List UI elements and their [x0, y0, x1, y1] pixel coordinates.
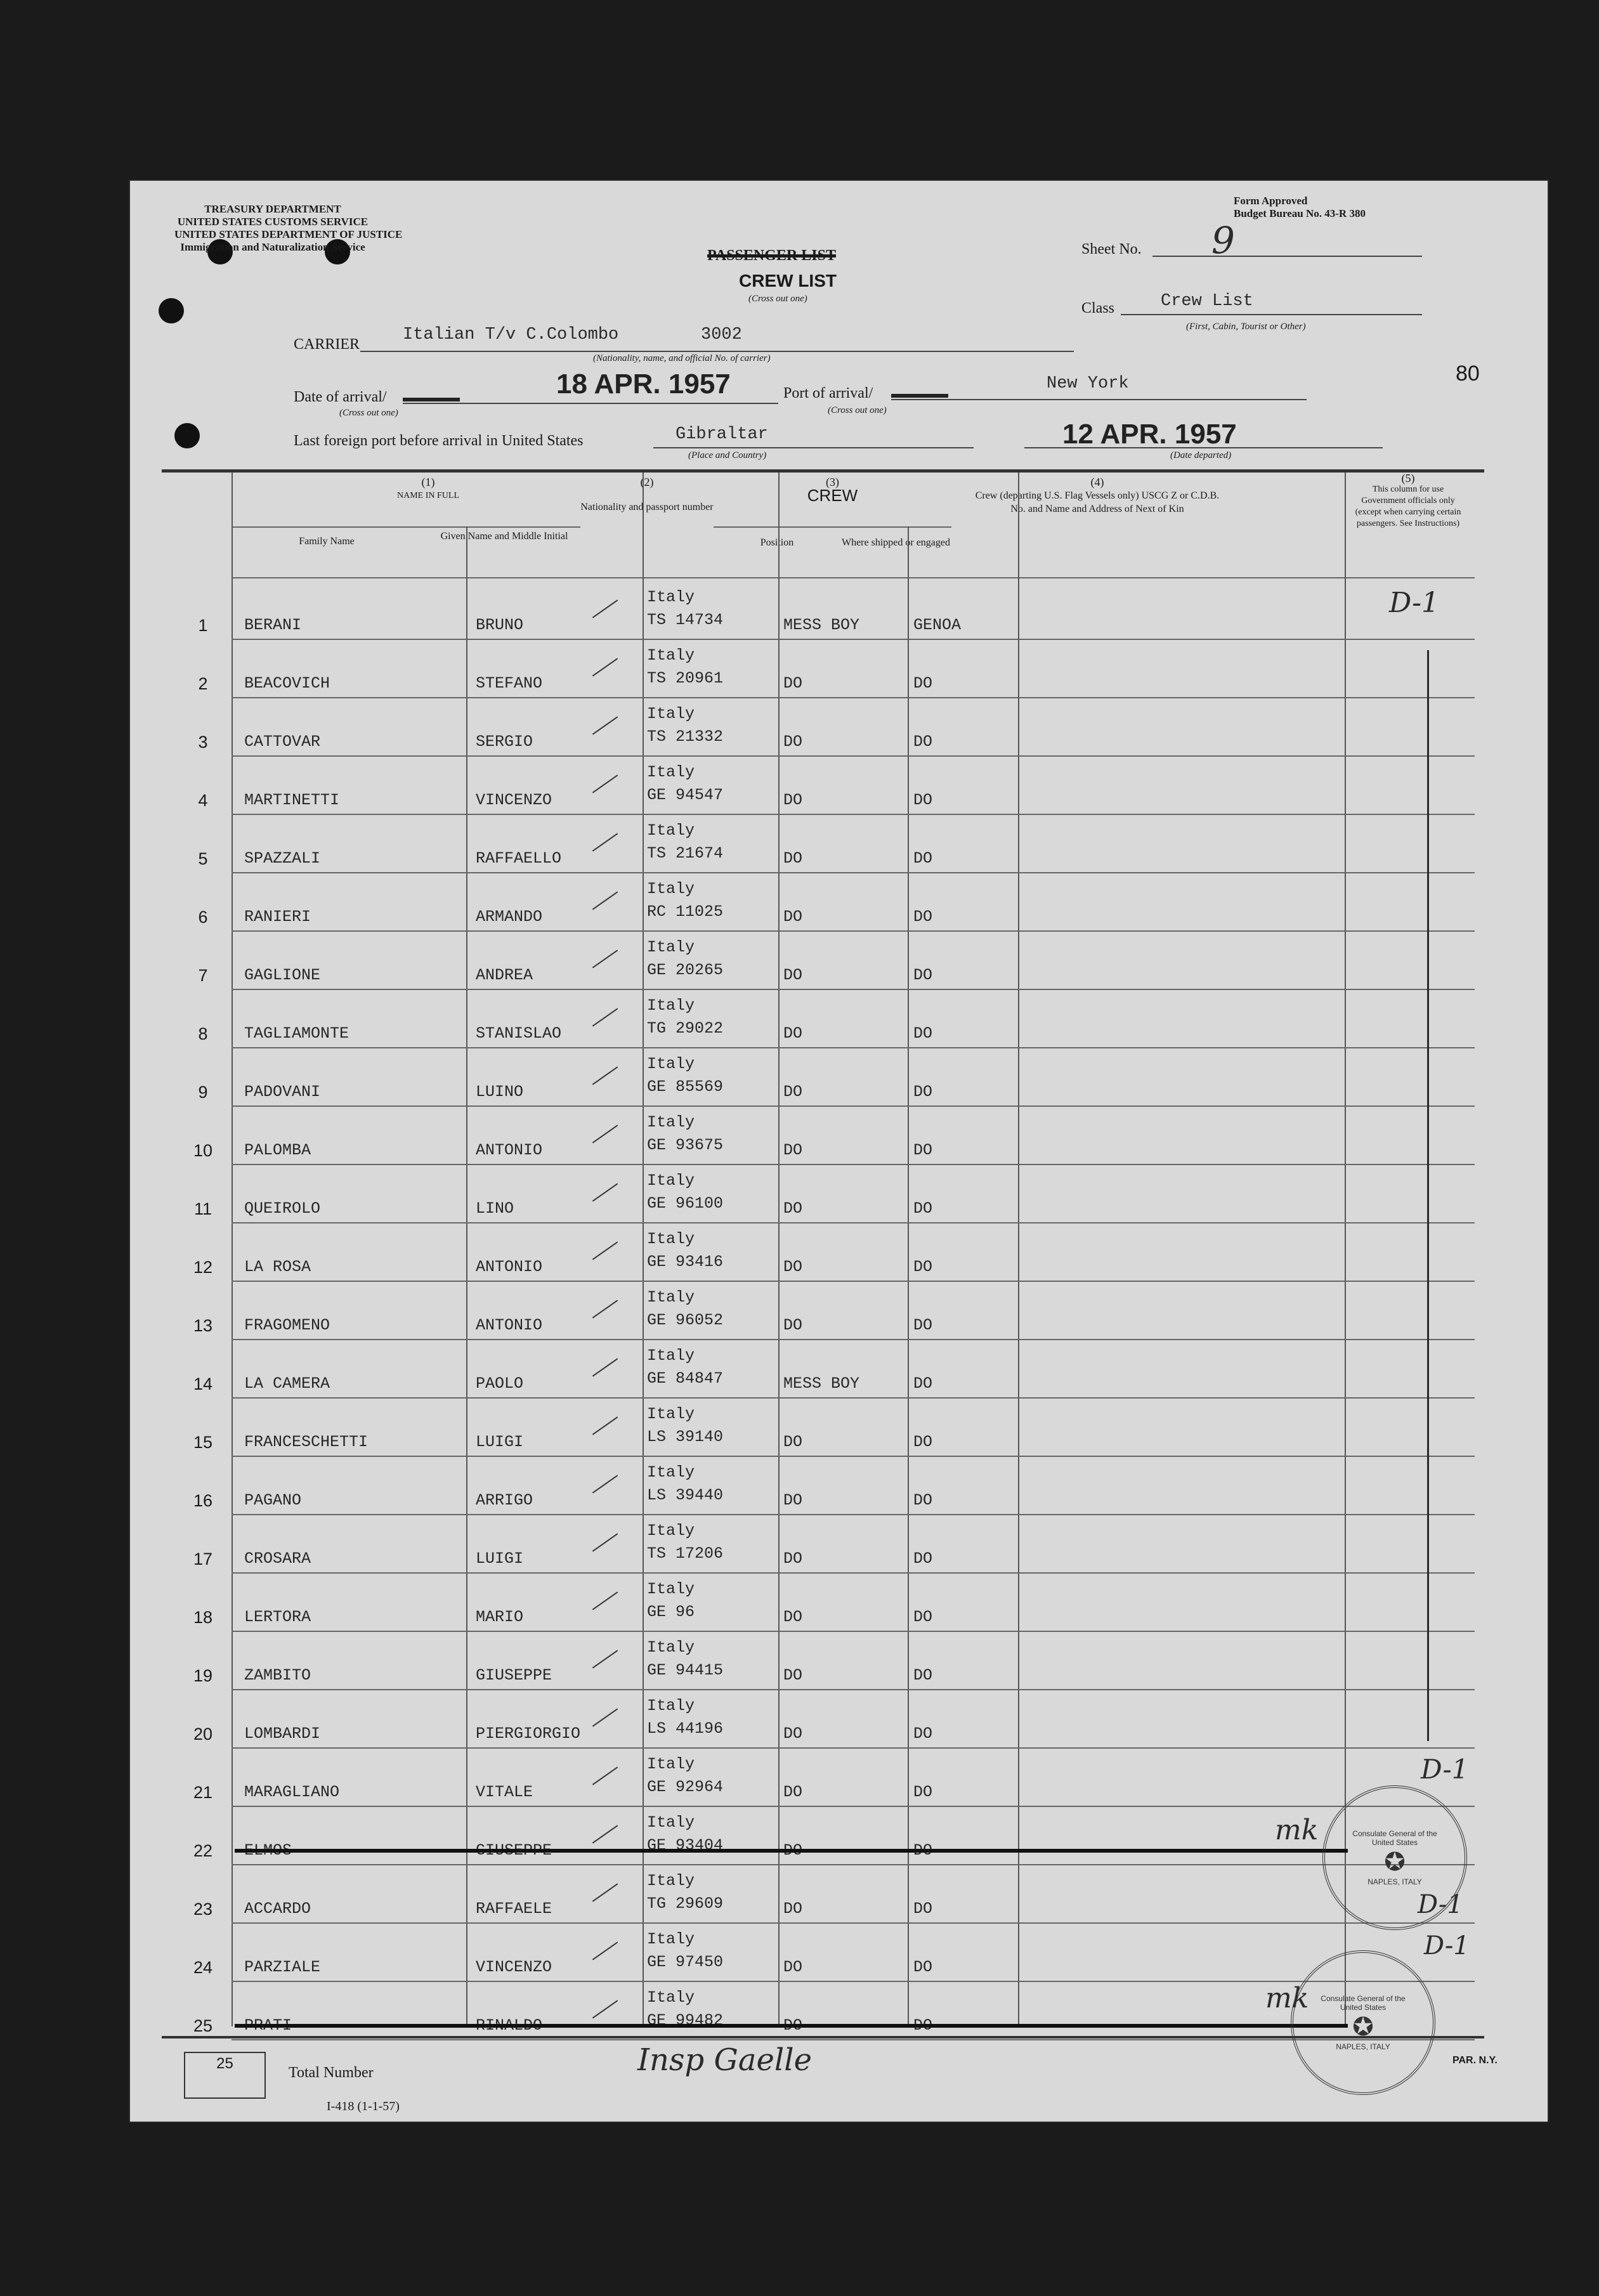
check-mark [592, 1708, 618, 1726]
nationality: Italy [647, 1638, 695, 1657]
arrival-date-hint: (Cross out one) [339, 408, 398, 418]
family-name: MARAGLIANO [244, 1783, 340, 1801]
sheet-number: 9 [1211, 219, 1235, 262]
row-number: 14 [193, 1374, 213, 1393]
table-row [130, 1631, 1529, 1689]
position: DO [783, 966, 803, 984]
given-name: LUIGI [476, 1433, 524, 1451]
col3a-header: Position [760, 537, 794, 548]
where-shipped: DO [913, 1958, 933, 1976]
family-name: PADOVANI [244, 1083, 321, 1101]
col1a-header: Family Name [299, 536, 355, 547]
check-mark [592, 1883, 618, 1901]
table-row [130, 1864, 1529, 1922]
position: DO [783, 1491, 803, 1510]
carrier-line [360, 351, 1074, 352]
passport-number: GE 99482 [647, 2011, 724, 2030]
where-shipped: GENOA [913, 616, 962, 634]
passport-number: TS 14734 [647, 611, 724, 629]
where-shipped: DO [913, 1083, 933, 1101]
given-name: MARIO [476, 1608, 524, 1626]
official-mark-top: D-1 [1389, 587, 1439, 619]
passport-number: GE 93675 [647, 1136, 724, 1154]
col4-header: (4) Crew (departing U.S. Flag Vessels only) USCG Z or C.D.B. No. and Name and Address of Next of Kin [975, 476, 1220, 514]
table-row [130, 989, 1529, 1047]
position: DO [783, 1900, 803, 1918]
col1b-header: Given Name and Middle Initial [440, 531, 568, 542]
passport-number: GE 85569 [647, 1078, 724, 1096]
where-shipped: DO [913, 1199, 933, 1218]
given-name: ARMANDO [476, 908, 543, 926]
family-name: ELMOS [244, 1841, 292, 1860]
nationality: Italy [647, 938, 695, 956]
passport-number: GE 93416 [647, 1253, 724, 1271]
form-approval: Form Approved Budget Bureau No. 43-R 380 [1234, 195, 1366, 219]
check-mark [592, 1766, 618, 1785]
family-name: FRANCESCHETTI [244, 1433, 369, 1451]
given-name: ANTONIO [476, 1316, 543, 1334]
where-shipped: DO [913, 733, 933, 751]
row-number: 22 [193, 1841, 213, 1860]
row-number: 9 [198, 1083, 208, 1102]
last-port-hint: (Place and Country) [688, 450, 767, 460]
family-name: PARZIALE [244, 1958, 321, 1976]
col5-header: (5) This column for use Government officials only (except when carrying certain passengers. See Instructions) [1355, 472, 1461, 528]
row-number: 12 [193, 1258, 213, 1277]
position: DO [783, 1258, 803, 1276]
where-shipped: DO [913, 1666, 933, 1685]
given-name: BRUNO [476, 616, 524, 634]
nationality: Italy [647, 1230, 695, 1248]
table-row [130, 1222, 1529, 1281]
nationality: Italy [647, 763, 695, 781]
family-name: FRAGOMENO [244, 1316, 330, 1334]
check-mark [592, 891, 618, 910]
position: DO [783, 1433, 803, 1451]
passport-number: LS 39140 [647, 1428, 724, 1446]
row-number: 16 [193, 1491, 213, 1510]
given-name: RAFFAELLO [476, 849, 562, 868]
departed-hint: (Date departed) [1170, 450, 1232, 460]
position: DO [783, 1608, 803, 1626]
table-row [130, 1689, 1529, 1747]
passport-number: TS 21332 [647, 727, 724, 746]
position: DO [783, 1783, 803, 1801]
table-row [130, 697, 1529, 755]
where-shipped: DO [913, 966, 933, 984]
given-name: LUINO [476, 1083, 524, 1101]
given-name: STEFANO [476, 674, 543, 693]
continuation-line [1427, 650, 1429, 1741]
row-number: 8 [198, 1024, 208, 1043]
check-mark [592, 1533, 618, 1551]
position: MESS BOY [783, 1374, 860, 1393]
row-number: 18 [193, 1608, 213, 1627]
footer-rule [162, 2036, 1484, 2038]
arrival-port-hint: (Cross out one) [828, 405, 887, 415]
row-number: 21 [193, 1783, 213, 1802]
passport-number: TS 20961 [647, 669, 724, 688]
passport-number: GE 92964 [647, 1778, 724, 1796]
position: DO [783, 1316, 803, 1334]
family-name: LOMBARDI [244, 1725, 321, 1743]
nationality: Italy [647, 1872, 695, 1890]
official-mark-24: D-1 [1424, 1931, 1470, 1960]
row-number: 20 [193, 1725, 213, 1744]
nationality: Italy [647, 1697, 695, 1715]
row-number: 3 [198, 733, 208, 752]
table-row [130, 872, 1529, 930]
row-number: 13 [193, 1316, 213, 1335]
where-shipped: DO [913, 1433, 933, 1451]
departed-value: 12 APR. 1957 [1062, 419, 1237, 450]
position: DO [783, 2016, 803, 2035]
table-row [130, 1339, 1529, 1397]
nationality: Italy [647, 880, 695, 898]
last-port-value: Gibraltar [675, 425, 768, 444]
col1-header: (1) NAME IN FULL [397, 476, 459, 500]
passport-number: GE 96100 [647, 1194, 724, 1213]
family-name: LA CAMERA [244, 1374, 330, 1393]
row-number: 23 [193, 1900, 213, 1919]
given-name: GIUSEPPE [476, 1666, 552, 1685]
nationality: Italy [647, 646, 695, 665]
where-shipped: DO [913, 1316, 933, 1334]
official-mark-23: D-1 [1418, 1890, 1463, 1919]
position: DO [783, 1083, 803, 1101]
nationality: Italy [647, 1288, 695, 1307]
position: DO [783, 1958, 803, 1976]
given-name: VINCENZO [476, 791, 552, 809]
where-shipped: DO [913, 1374, 933, 1393]
title-hint: (Cross out one) [748, 294, 807, 304]
family-name: LERTORA [244, 1608, 311, 1626]
where-shipped: DO [913, 1900, 933, 1918]
inspector-signature: Insp Gaelle [637, 2042, 812, 2078]
table-row [130, 580, 1529, 639]
family-name: BEACOVICH [244, 674, 330, 693]
passport-number: GE 93404 [647, 1836, 724, 1855]
last-port-line [653, 447, 974, 448]
family-name: BERANI [244, 616, 302, 634]
row-number: 11 [193, 1199, 212, 1218]
check-mark [592, 1416, 618, 1435]
row-number: 1 [198, 616, 208, 635]
given-name: ANTONIO [476, 1141, 543, 1159]
carrier-label: CARRIER [294, 336, 360, 353]
where-shipped: DO [913, 791, 933, 809]
check-mark [592, 949, 618, 968]
crew-list-form [130, 181, 1548, 2122]
where-shipped: DO [913, 1608, 933, 1626]
position: DO [783, 1725, 803, 1743]
table-row [130, 1514, 1529, 1572]
row-number: 19 [193, 1666, 213, 1685]
nationality: Italy [647, 1580, 695, 1598]
table-row [130, 1572, 1529, 1631]
nationality: Italy [647, 1463, 695, 1482]
nationality: Italy [647, 1171, 695, 1190]
where-shipped: DO [913, 908, 933, 926]
table-row [130, 1106, 1529, 1164]
where-shipped: DO [913, 1841, 933, 1860]
family-name: ZAMBITO [244, 1666, 311, 1685]
passport-number: GE 97450 [647, 1953, 724, 1971]
table-row [130, 1047, 1529, 1106]
header-subrule [232, 526, 580, 528]
position: DO [783, 1549, 803, 1568]
where-shipped: DO [913, 1141, 933, 1159]
passport-number: TG 29022 [647, 1019, 724, 1038]
check-mark [592, 1825, 618, 1843]
row-number: 17 [193, 1549, 213, 1569]
table-row [130, 1747, 1529, 1806]
passport-number: GE 96 [647, 1603, 695, 1621]
family-name: SPAZZALI [244, 849, 321, 868]
initials-mark: mk [1265, 1982, 1309, 2014]
given-name: STANISLAO [476, 1024, 562, 1043]
given-name: GIUSEPPE [476, 1841, 552, 1860]
arrival-port-label: Port of arrival/ [783, 385, 873, 401]
given-name: ANTONIO [476, 1258, 543, 1276]
initials-mark: mk [1275, 1814, 1319, 1846]
nationality: Italy [647, 1813, 695, 1832]
col3b-header: Where shipped or engaged [841, 537, 951, 548]
department-header: TREASURY DEPARTMENT UNITED STATES CUSTOMS SERVICE UNITED STATES DEPARTMENT OF JUSTICE Immigration and Naturalization Service [174, 203, 403, 253]
position: MESS BOY [783, 616, 860, 634]
family-name: TAGLIAMONTE [244, 1024, 349, 1043]
table-row [130, 930, 1529, 989]
row-strikethrough [235, 2024, 1348, 2028]
last-port-label: Last foreign port before arrival in United States [294, 433, 584, 449]
table-row [130, 755, 1529, 814]
table-row [130, 814, 1529, 872]
row-number: 25 [193, 2016, 213, 2035]
row-number: 6 [198, 908, 208, 927]
passport-number: TS 21674 [647, 844, 724, 863]
family-name: PAGANO [244, 1491, 302, 1510]
class-value: Crew List [1161, 292, 1253, 311]
check-mark [592, 1125, 618, 1143]
given-name: ARRIGO [476, 1491, 533, 1510]
consulate-seal-stamp: Consulate General of the United States ✪ NAPLES, ITALY [1322, 1785, 1467, 1930]
family-name: ACCARDO [244, 1900, 311, 1918]
nationality: Italy [647, 1113, 695, 1132]
carrier-value: Italian T/v C.Colombo [403, 325, 619, 344]
given-name: VITALE [476, 1783, 533, 1801]
where-shipped: DO [913, 1783, 933, 1801]
total-label: Total Number [289, 2064, 374, 2081]
family-name: MARTINETTI [244, 791, 340, 809]
eagle-icon: ✪ [1352, 2013, 1374, 2041]
nationality: Italy [647, 821, 695, 840]
row-strikethrough [235, 1849, 1348, 1853]
check-mark [592, 1183, 618, 1201]
passport-number: GE 20265 [647, 961, 724, 979]
nationality: Italy [647, 996, 695, 1015]
total-box: 25 [184, 2052, 266, 2099]
position: DO [783, 1024, 803, 1043]
check-mark [592, 774, 618, 793]
passport-number: GE 84847 [647, 1369, 724, 1388]
where-shipped: DO [913, 1549, 933, 1568]
where-shipped: DO [913, 1725, 933, 1743]
passport-number: TS 17206 [647, 1544, 724, 1563]
where-shipped: DO [913, 1491, 933, 1510]
row-number: 15 [193, 1433, 213, 1452]
header-rule [162, 469, 1484, 473]
crossed-title: PASSENGER LIST [707, 247, 836, 264]
family-name: LA ROSA [244, 1258, 311, 1276]
header-bottom-rule [232, 577, 1475, 578]
nationality: Italy [647, 1930, 695, 1948]
table-row [130, 1397, 1529, 1456]
check-mark [592, 833, 618, 851]
nationality: Italy [647, 1405, 695, 1423]
col3-header: (3) CREW [807, 476, 858, 505]
arrival-port-strike [891, 394, 948, 398]
nationality: Italy [647, 588, 695, 606]
position: DO [783, 1666, 803, 1685]
table-row [130, 1806, 1529, 1864]
nationality: Italy [647, 1055, 695, 1073]
family-name: PALOMBA [244, 1141, 311, 1159]
given-name: RAFFAELE [476, 1900, 552, 1918]
arrival-date-value: 18 APR. 1957 [556, 369, 731, 400]
nationality: Italy [647, 1988, 695, 2007]
check-mark [592, 716, 618, 734]
official-mark-21: D-1 [1421, 1754, 1469, 1785]
passport-number: TG 29609 [647, 1895, 724, 1913]
position: DO [783, 733, 803, 751]
col2-header: (2) Nationality and passport number [580, 476, 714, 512]
family-name: GAGLIONE [244, 966, 321, 984]
header-subrule [714, 526, 951, 528]
family-name: CROSARA [244, 1549, 311, 1568]
where-shipped: DO [913, 1258, 933, 1276]
check-mark [592, 1650, 618, 1668]
arrival-date-line [403, 403, 778, 404]
check-mark [592, 1241, 618, 1260]
row-number: 24 [193, 1958, 213, 1977]
arrival-port-line [891, 399, 1307, 400]
given-name: VINCENZO [476, 1958, 552, 1976]
passport-number: GE 96052 [647, 1311, 724, 1329]
table-row [130, 1281, 1529, 1339]
position: DO [783, 908, 803, 926]
carrier-number: 3002 [701, 325, 742, 344]
punch-hole [174, 423, 200, 448]
check-mark [592, 1941, 618, 1960]
given-name: LINO [476, 1199, 514, 1218]
sheet-line [1152, 256, 1422, 257]
check-mark [592, 658, 618, 676]
given-name: PAOLO [476, 1374, 524, 1393]
arrival-date-label: Date of arrival/ [294, 389, 387, 405]
class-hint: (First, Cabin, Tourist or Other) [1186, 322, 1306, 332]
nationality: Italy [647, 1347, 695, 1365]
check-mark [592, 1591, 618, 1610]
form-number: I-418 (1-1-57) [327, 2099, 400, 2113]
check-mark [592, 1358, 618, 1376]
check-mark [592, 1066, 618, 1085]
passport-number: LS 44196 [647, 1719, 724, 1738]
position: DO [783, 1199, 803, 1218]
row-number: 10 [193, 1141, 213, 1160]
family-name: QUEIROLO [244, 1199, 321, 1218]
given-name: ANDREA [476, 966, 533, 984]
position: DO [783, 674, 803, 693]
passport-number: GE 94415 [647, 1661, 724, 1680]
check-mark [592, 599, 618, 618]
check-mark [592, 1008, 618, 1026]
family-name: RANIERI [244, 908, 311, 926]
where-shipped: DO [913, 1024, 933, 1043]
row-number: 7 [198, 966, 208, 985]
class-label: Class [1081, 300, 1115, 316]
nationality: Italy [647, 1522, 695, 1540]
passport-number: LS 39440 [647, 1486, 724, 1504]
sheet-label: Sheet No. [1081, 241, 1142, 258]
position: DO [783, 791, 803, 809]
punch-hole [159, 298, 184, 323]
nationality: Italy [647, 705, 695, 723]
passport-number: RC 11025 [647, 903, 724, 921]
given-name: SERGIO [476, 733, 533, 751]
position: DO [783, 1841, 803, 1860]
carrier-hint: (Nationality, name, and official No. of carrier) [593, 353, 771, 363]
table-row [130, 1164, 1529, 1222]
table-row [130, 639, 1529, 697]
row-number: 4 [198, 791, 208, 810]
arrival-date-strike [403, 398, 460, 401]
position: DO [783, 1141, 803, 1159]
row-rule [232, 2039, 1475, 2040]
given-name: PIERGIORGIO [476, 1725, 581, 1743]
where-shipped: DO [913, 674, 933, 693]
where-shipped: DO [913, 2016, 933, 2035]
table-row [130, 1456, 1529, 1514]
where-shipped: DO [913, 849, 933, 868]
family-name: PRATI [244, 2016, 292, 2035]
check-mark [592, 2000, 618, 2018]
form-title: CREW LIST [739, 271, 837, 290]
check-mark [592, 1475, 618, 1493]
page-mark: 80 [1456, 362, 1480, 386]
passport-number: GE 94547 [647, 786, 724, 804]
row-number: 5 [198, 849, 208, 868]
given-name: RINALDO [476, 2016, 543, 2035]
given-name: LUIGI [476, 1549, 524, 1568]
arrival-port-value: New York [1047, 374, 1129, 393]
check-mark [592, 1300, 618, 1318]
eagle-icon: ✪ [1384, 1848, 1406, 1876]
row-number: 2 [198, 674, 208, 693]
consulate-seal-stamp: Consulate General of the United States ✪ NAPLES, ITALY [1291, 1950, 1435, 2095]
printer-mark: PAR. N.Y. [1452, 2055, 1498, 2066]
family-name: CATTOVAR [244, 733, 321, 751]
position: DO [783, 849, 803, 868]
nationality: Italy [647, 1755, 695, 1773]
class-line [1121, 314, 1422, 315]
